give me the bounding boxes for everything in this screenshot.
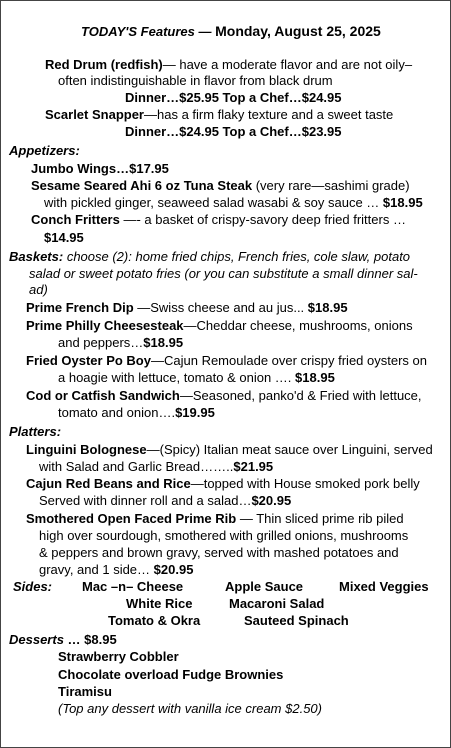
item-name: Cajun Red Beans and Rice [26,476,191,491]
item-desc: —Cheddar cheese, mushrooms, onions [183,318,413,333]
feature-name: Red Drum (redfish) [45,57,163,72]
item-price: $18.95 [307,300,348,315]
item-philly-cheesesteak [26,318,413,334]
item-red-beans-rice [26,476,420,492]
item-desc-line: & peppers and brown gravy, served with mashed potatoes and [39,545,399,560]
item-desc-line [44,195,423,211]
item-conch-fritters [31,212,406,228]
item-oyster-po-boy [26,353,427,369]
feature-name: Scarlet Snapper [45,107,144,122]
item-desc: and peppers… [58,335,144,350]
item-name: Fried Oyster Po Boy [26,353,151,368]
item-price: $18.95 [382,195,423,210]
item-desc: tomato and onion…. [58,405,176,420]
side-item: Sauteed Spinach [244,613,349,628]
dessert-item: Tiramisu [58,684,112,699]
feature-desc: — have a moderate flavor and are not oily– [162,57,413,72]
section-heading-sides: Sides: [13,579,53,594]
baskets-intro-line: ad) [29,282,48,297]
desserts-price: … $8.95 [63,632,117,647]
item-prime-rib [26,511,404,527]
item-name: Sesame Seared Ahi 6 oz Tuna Steak [31,178,253,193]
item-ahi-tuna [31,178,410,194]
item-desc: (very rare—sashimi grade) [252,178,410,193]
item-desc: with pickled ginger, seaweed salad wasabi & soy sauce … [44,195,380,210]
feature-item-red-drum [45,57,412,73]
item-name: Cod or Catfish Sandwich [26,388,180,403]
side-item: Mac –n– Cheese [82,579,184,594]
side-item: Tomato & Okra [108,613,201,628]
item-price: $14.95 [44,230,84,245]
section-heading-baskets: Baskets: [9,249,64,264]
item-desc: Served with dinner roll and a salad… [39,493,252,508]
baskets-intro-line: salad or sweet potato fries (or you can substitute a small dinner sal- [29,266,418,281]
item-desc-line [39,493,291,509]
item-desc: —- a basket of crispy-savory deep fried fritters … [119,212,406,227]
section-heading-appetizers: Appetizers: [9,143,80,158]
feature-item-scarlet-snapper [45,107,393,123]
side-item: White Rice [126,596,193,611]
item-desc-line [39,562,193,578]
side-item: Apple Sauce [225,579,304,594]
item-name: Smothered Open Faced Prime Rib [26,511,237,526]
menu-title [81,23,381,40]
item-desc-line [58,335,183,351]
section-baskets-intro [9,249,410,265]
item-desc-line [58,405,215,421]
dessert-item: Strawberry Cobbler [58,649,179,664]
dessert-note: (Top any dessert with vanilla ice cream $2.50) [58,701,322,716]
item-price: $21.95 [233,459,274,474]
item-desc-line: high over sourdough, smothered with grilled onions, mushrooms [39,528,409,543]
baskets-intro: choose (2): home fried chips, French fries, cole slaw, potato [63,249,411,264]
feature-price: Dinner…$25.95 Top a Chef…$24.95 [125,90,342,105]
item-price: $20.95 [153,562,194,577]
item-desc: — Thin sliced prime rib piled [236,511,404,526]
item-name: Conch Fritters [31,212,120,227]
item-desc: —topped with House smoked pork belly [190,476,420,491]
item-prime-french-dip [26,300,348,316]
item-desc: —Swiss cheese and au jus... [133,300,308,315]
side-item: Mixed Veggies [339,579,429,594]
item-desc: with Salad and Garlic Bread…….. [39,459,234,474]
menu-date: Monday, August 25, 2025 [215,23,381,39]
item-desc: —Cajun Remoulade over crispy fried oysters on [150,353,427,368]
features-label: TODAY'S Features — [81,24,212,39]
item-desc-line [39,459,273,475]
item-cod-catfish-sandwich [26,388,422,404]
item-desc: a hoagie with lettuce, tomato & onion …. [58,370,296,385]
item-desc: —(Spicy) Italian meat sauce over Linguini, served [146,442,433,457]
item-name: Linguini Bolognese [26,442,147,457]
item-name: Prime Philly Cheesesteak [26,318,184,333]
section-heading-desserts: Desserts [9,632,64,647]
item-desc-line [58,370,335,386]
feature-price: Dinner…$24.95 Top a Chef…$23.95 [125,124,342,139]
item-price: $19.95 [175,405,215,420]
feature-desc-line: often indistinguishable in flavor from black drum [58,73,333,88]
dessert-item: Chocolate overload Fudge Brownies [58,667,284,682]
item-name: Prime French Dip [26,300,134,315]
item-jumbo-wings: Jumbo Wings…$17.95 [31,161,169,176]
item-price: $18.95 [295,370,335,385]
section-heading-platters: Platters: [9,424,62,439]
item-price: $18.95 [143,335,184,350]
item-desc: —Seasoned, panko'd & Fried with lettuce, [179,388,422,403]
feature-desc: —has a firm flaky texture and a sweet taste [144,107,394,122]
section-desserts-header [9,632,117,648]
item-price: $20.95 [251,493,292,508]
item-linguini-bolognese [26,442,433,458]
side-item: Macaroni Salad [229,596,325,611]
item-desc: gravy, and 1 side… [39,562,154,577]
